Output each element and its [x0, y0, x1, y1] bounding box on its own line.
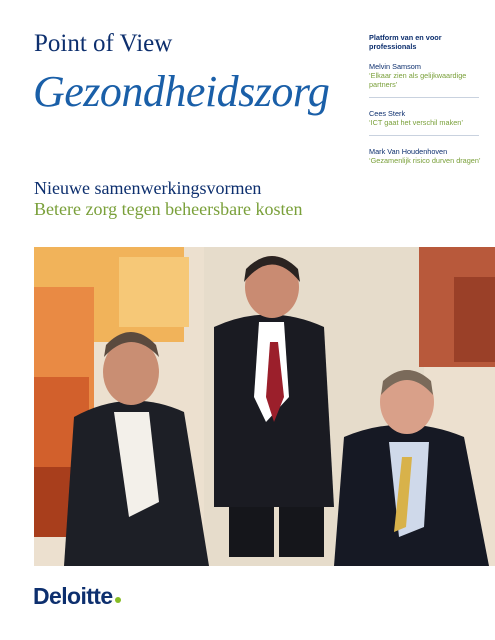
divider	[369, 97, 479, 98]
sidebar	[369, 33, 491, 165]
person-entry	[369, 109, 491, 127]
divider	[369, 135, 479, 136]
cover-photo	[34, 247, 495, 566]
series-title: Point of View	[34, 30, 173, 57]
person-name: Cees Sterk	[369, 109, 406, 118]
subtitle-line-1: Nieuwe samenwerkingsvormen	[34, 178, 262, 198]
deloitte-logo	[33, 583, 121, 610]
person-quote: ‘Gezamenlijk risico durven dragen’	[369, 156, 481, 165]
logo-wordmark: Deloitte	[33, 583, 113, 609]
cover-photo-illustration	[34, 247, 495, 566]
person-name: Melvin Samsom	[369, 62, 421, 71]
main-title: Gezondheidszorg	[33, 67, 330, 116]
subtitle-line-2: Betere zorg tegen beheersbare kosten	[34, 199, 303, 219]
person-quote: ‘Elkaar zien als gelijkwaardige partners’	[369, 71, 467, 89]
subtitle	[34, 178, 303, 220]
person-quote: ‘ICT gaat het verschil maken’	[369, 118, 463, 127]
person-entry	[369, 147, 491, 165]
person-name: Mark Van Houdenhoven	[369, 147, 448, 156]
logo-dot-icon	[115, 597, 121, 603]
person-entry	[369, 62, 491, 89]
platform-label: Platform van en voor professionals	[369, 33, 442, 51]
